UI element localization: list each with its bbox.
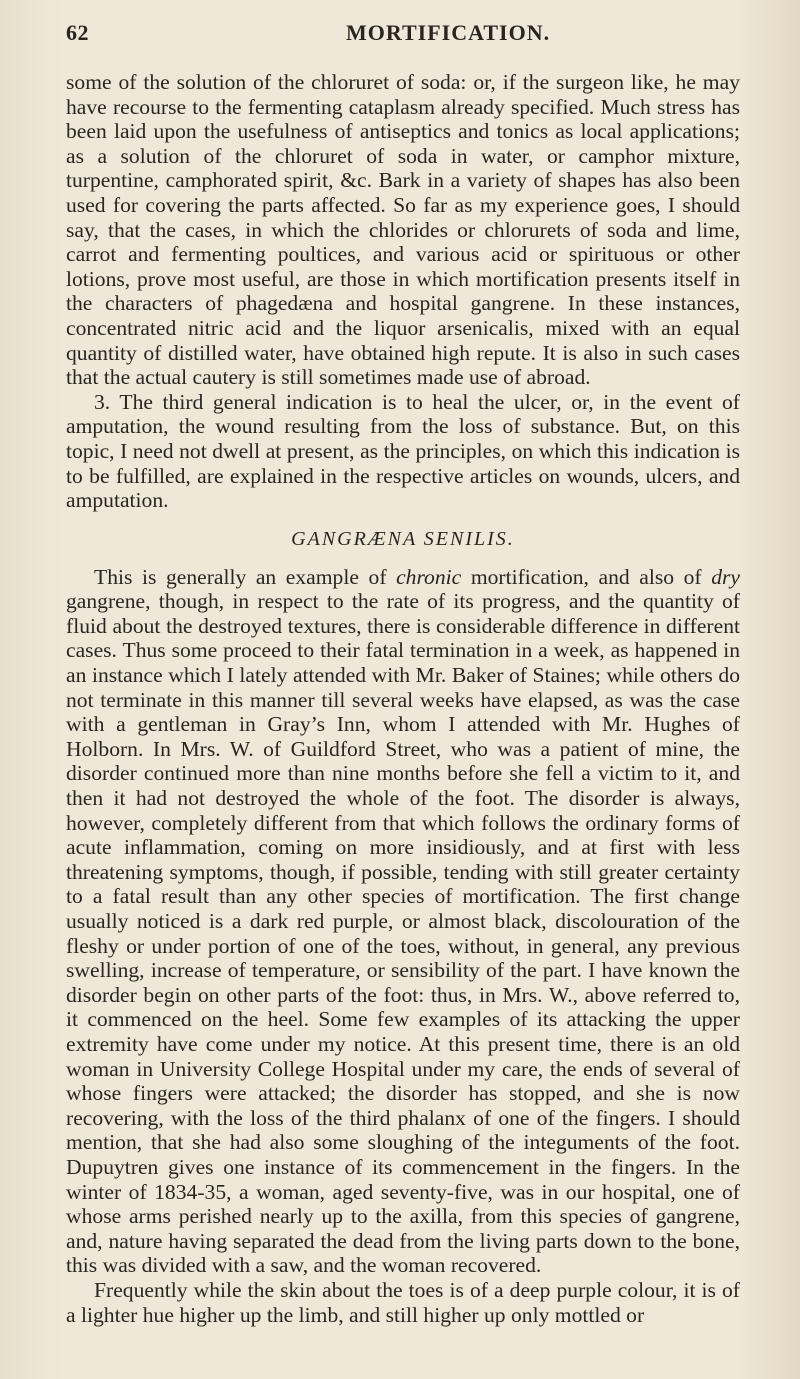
paragraph-third-indication: 3. The third general indication is to heal the ulcer, or, in the event of amputation, the wound resulting from the loss of substance. But, on this topic, I need not dwell at present, as the principles, on which this indication is to be fulfilled, are explained in the respective articles on wounds, ulcers, and amputation. — [66, 389, 740, 513]
page-header — [66, 12, 736, 52]
text-run: This is generally an example of — [94, 564, 397, 589]
emphasis-dry: dry — [711, 564, 740, 589]
text-run: mortification, and also of — [461, 564, 712, 589]
paragraph-gangraena-senilis — [66, 565, 740, 1278]
running-head: MORTIFICATION. — [346, 20, 551, 45]
text-run: gangrene, though, in respect to the rate of its progress, and the quantity of fluid about the destroyed textures, there is considerable difference in different cases. Thus some proceed to their fatal termination in a week, as happened in an instance which I lately attended with Mr. Baker of Staines; while others do not terminate in this manner till several weeks have elapsed, as was the case with a gentleman in Gray’s Inn, whom I attended with Mr. Hughes of Holborn. In Mrs. W. of Guildford Street, who was a patient of mine, the disorder continued more than nine months before she fell a victim to it, and then it had not destroyed the whole of the foot. The disorder is always, however, completely different from that which follows the ordinary forms of acute inflammation, coming on more insidiously, and at first with less threatening symptoms, though, if possible, tending with still greater certainty to a fatal result than any other species of mortification. The first change usually noticed is a dark red purple, or almost black, discolouration of the fleshy or under portion of one of the toes, without, in general, any previous swelling, increase of temperature, or sensibility of the part. I have known the disorder begin on other parts of the foot: thus, in Mrs. W., above referred to, it commenced on the heel. Some few examples of its attacking the upper extremity have come under my notice. At this present time, there is an old woman in University College Hospital under my care, the ends of several of whose fingers were attacked; the disorder has stopped, and she is now recovering, with the loss of the third phalanx of one of the fingers. I should mention, that she had also some sloughing of the integuments of the foot. Dupuytren gives one instance of its commencement in the fingers. In the winter of 1834-35, a woman, aged seventy-five, was in our hospital, one of whose arms perished nearly up to the axilla, from this species of gangrene, and, nature having separated the dead from the living parts down to the bone, this was divided with a saw, and the woman recovered. — [66, 589, 740, 1278]
emphasis-chronic: chronic — [396, 564, 462, 589]
paragraph-antiseptics: some of the solution of the chloruret of soda: or, if the surgeon like, he may have recourse to the fermenting cataplasm already specified. Much stress has been laid upon the usefulness of antiseptics and tonics as local applications; as a solution of the chloruret of soda in water, or camphor mixture, turpentine, camphorated spirit, &c. Bark in a variety of shapes has also been used for covering the parts affected. So far as my experience goes, I should say, that the cases, in which the chlorides or chlorurets of soda and lime, carrot and fermenting poultices, and various acid or spirituous or other lotions, prove most useful, are those in which mortification presents itself in the characters of phagedæna and hospital gangrene. In these instances, concentrated nitric acid and the liquor arsenicalis, mixed with an equal quantity of distilled water, have obtained high repute. It is also in such cases that the actual cautery is still sometimes made use of abroad. — [66, 70, 740, 390]
body-text — [66, 70, 740, 1327]
page-number: 62 — [66, 20, 89, 45]
section-heading: GANGRÆNA SENILIS. — [291, 527, 515, 550]
paragraph-skin-colour: Frequently while the skin about the toes is of a deep purple colour, it is of a lighter hue higher up the limb, and still higher up only mottled or — [66, 1277, 740, 1327]
